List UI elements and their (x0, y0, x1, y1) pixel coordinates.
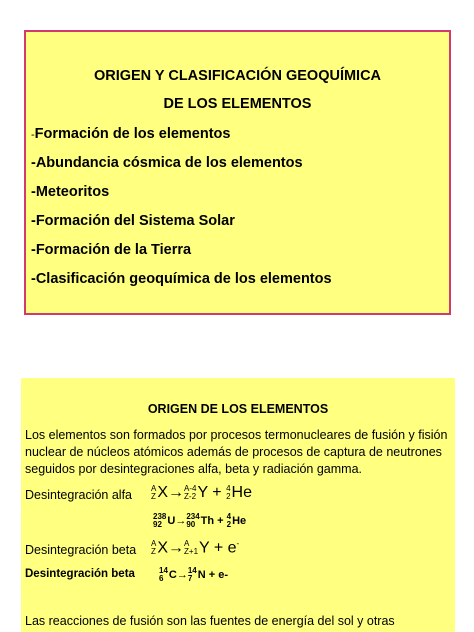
list-item: -Meteoritos (31, 184, 110, 200)
list-item: -Clasificación geoquímica de los elementos (31, 271, 332, 287)
beta-label-2: Desintegración beta (25, 568, 135, 580)
topic-list (31, 125, 332, 299)
list-item: -Abundancia cósmica de los elementos (31, 155, 303, 171)
slide-1 (24, 30, 451, 315)
dash: - (31, 129, 35, 141)
slide-2 (21, 378, 455, 632)
slide-1-title-line-1: ORIGEN Y CLASIFICACIÓN GEOQUÍMICA (93, 68, 382, 84)
carbon-equation: 14 6 C→ 14 7 N + e- (159, 566, 229, 583)
list-item: -Formación del Sistema Solar (31, 213, 235, 229)
beta-label: Desintegración beta (25, 543, 137, 557)
intro-paragraph: Los elementos son formados por procesos termonucleares de fusión y fisión nuclear de núcleos atómicos además de procesos de captura de neutrones seguidos por desintegraciones alfa, beta y radiación gamma. (25, 428, 448, 476)
slide-1-title-line-2: DE LOS ELEMENTOS (163, 96, 312, 112)
slide-2-title: ORIGEN DE LOS ELEMENTOS (147, 402, 329, 416)
beta-equation: A Z X→ A Z+1 Y + e- (151, 539, 240, 557)
uranium-equation: 238 92 U→ 234 90 Th + 4 2 He (153, 512, 247, 529)
alfa-equation: A Z X→ A-4 Z-2 Y + 4 2 He (151, 483, 252, 501)
list-item: -Formación de la Tierra (31, 242, 192, 258)
alfa-label: Desintegración alfa (25, 488, 133, 502)
fusion-text: Las reacciones de fusión son las fuentes de energía del sol y otras (25, 614, 395, 628)
list-item: -Formación de los elementos (31, 126, 231, 142)
